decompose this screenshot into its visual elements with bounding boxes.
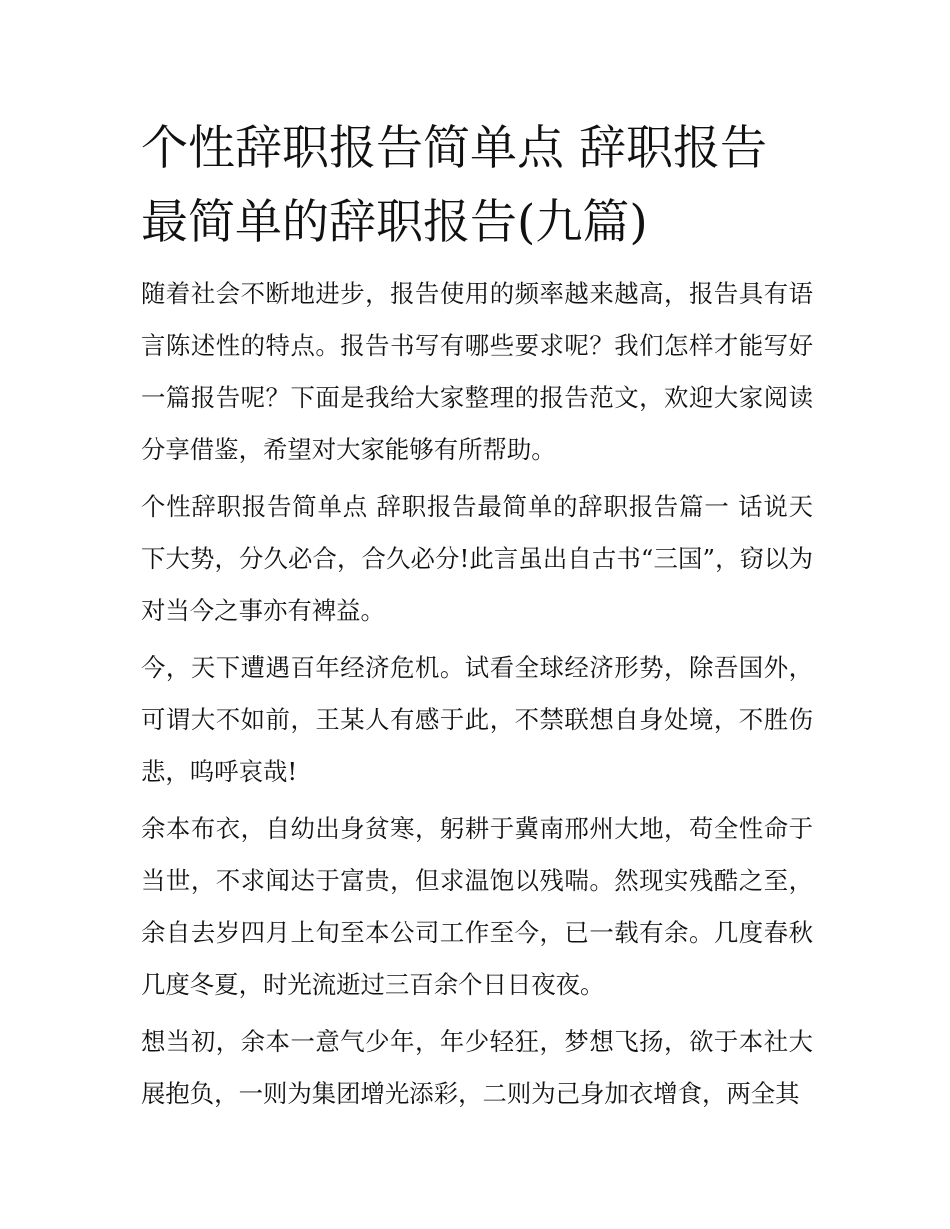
document-body — [141, 112, 813, 1125]
paragraph-one: 个性辞职报告简单点 辞职报告最简单的辞职报告篇一 话说天下大势，分久必合，合久必分!此言虽出自古书“三国”，窃以为对当今之事亦有裨益。 — [141, 492, 813, 625]
paragraph-two: 今，天下遭遇百年经济危机。试看全球经济形势，除吾国外，可谓大不如前，王某人有感于此，不禁联想自身处境，不胜伤悲，呜呼哀哉! — [141, 653, 813, 786]
paragraph-three: 余本布衣，自幼出身贫寒，躬耕于冀南邢州大地，苟全性命于当世，不求闻达于富贵，但求温饱以残喘。然现实残酷之至，余自去岁四月上旬至本公司工作至今，已一载有余。几度春秋几度冬夏，时光流逝过三百余个日日夜夜。 — [141, 814, 813, 999]
paragraph-four: 想当初，余本一意气少年，年少轻狂，梦想飞扬，欲于本社大展抱负，一则为集团增光添彩，二则为己身加衣增食，两全其 — [141, 1027, 813, 1108]
document-title: 个性辞职报告简单点 辞职报告最简单的辞职报告(九篇) — [141, 121, 767, 250]
paragraph-intro: 随着社会不断地进步，报告使用的频率越来越高，报告具有语言陈述性的特点。报告书写有哪些要求呢？我们怎样才能写好一篇报告呢？下面是我给大家整理的报告范文，欢迎大家阅读分享借鉴，希望对大家能够有所帮助。 — [141, 279, 813, 464]
